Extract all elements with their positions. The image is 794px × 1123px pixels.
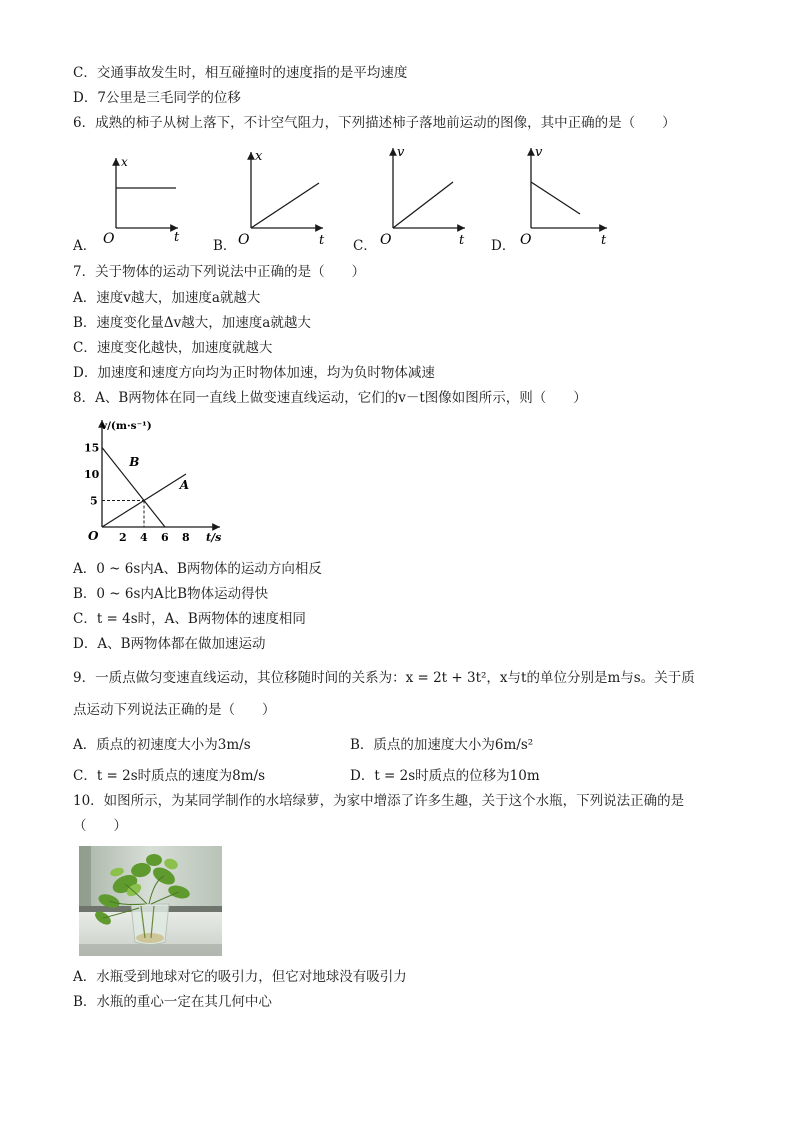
q10-option-b: B．水瓶的重心一定在其几何中心: [73, 994, 272, 1010]
q7-option-a: A．速度v越大，加速度a就越大: [73, 290, 261, 306]
q9-option-c: C．t = 2s时质点的速度为8m/s: [73, 768, 266, 784]
q6-stem: 6．成熟的柿子从树上落下，不计空气阻力，下列描述柿子落地前运动的图像，其中正确的是（ ）: [73, 115, 676, 131]
q8-vt-chart: [80, 414, 230, 549]
q10-stem: 10．如图所示，为某同学制作的水培绿萝，为家中增添了许多生趣，关于这个水瓶，下列说法正确的是: [73, 793, 685, 809]
q8-x-tick-2: 2: [119, 531, 127, 544]
q6-graph-a: [103, 155, 180, 247]
q8-option-d: D．A、B两物体都在做加速运动: [73, 636, 266, 652]
q6-c-xlabel: t: [459, 233, 465, 248]
q5-option-d: D．7公里是三毛同学的位移: [73, 90, 241, 106]
q6-c-origin: O: [380, 232, 392, 248]
q9-option-d: D．t = 2s时质点的位移为10m: [350, 768, 540, 784]
q6-graph-c: [380, 145, 465, 248]
q9-option-a: A．质点的初速度大小为3m/s: [73, 737, 251, 753]
q6-a-ylabel: x: [121, 155, 128, 169]
q7-stem: 7．关于物体的运动下列说法中正确的是（ ）: [73, 264, 366, 280]
q8-stem: 8．A、B两物体在同一直线上做变速直线运动，它们的v－t图像如图所示，则（ ）: [73, 390, 587, 406]
q6-option-a-label: A．: [73, 238, 97, 254]
q6-a-origin: O: [103, 231, 115, 247]
q6-a-xlabel: t: [174, 230, 180, 245]
q7-option-c: C．速度变化越快，加速度就越大: [73, 340, 273, 356]
q10-option-a: A．水瓶受到地球对它的吸引力，但它对地球没有吸引力: [73, 969, 407, 985]
q6-graph-b: [238, 149, 325, 248]
q7-option-b: B．速度变化量Δv越大，加速度a就越大: [73, 315, 311, 331]
pothos-vase-photo: [79, 846, 222, 956]
q8-xlabel: t/s: [206, 531, 222, 544]
q6-c-ylabel: v: [397, 145, 405, 160]
q9-stem: 9．一质点做匀变速直线运动，其位移随时间的关系为：x = 2t + 3t²，x与t的单位分别是m与s。关于质: [73, 670, 695, 686]
q8-option-c: C．t = 4s时，A、B两物体的速度相同: [73, 611, 306, 627]
q9-option-b: B．质点的加速度大小为6m/s²: [350, 737, 534, 753]
q7-option-d: D．加速度和速度方向均为正时物体加速，均为负时物体减速: [73, 365, 435, 381]
q9-stem-cont: 点运动下列说法正确的是（ ）: [73, 702, 276, 718]
q8-x-tick-4: 4: [140, 531, 148, 544]
q6-d-xlabel: t: [601, 233, 607, 248]
q8-series-label-B: B: [129, 455, 140, 470]
q6-option-b-label: B．: [213, 238, 237, 254]
q8-option-a: A．0 ~ 6s内A、B两物体的运动方向相反: [73, 561, 322, 577]
q8-y-tick-15: 15: [84, 441, 100, 455]
q8-option-b: B．0 ~ 6s内A比B物体运动得快: [73, 586, 269, 602]
q6-b-xlabel: t: [319, 233, 325, 248]
q8-y-tick-10: 10: [84, 468, 100, 481]
q6-graphs: [70, 140, 630, 255]
q8-x-tick-6: 6: [161, 531, 169, 544]
q6-d-origin: O: [520, 232, 532, 248]
q8-y-tick-5: 5: [90, 494, 98, 508]
q8-origin: O: [88, 529, 99, 543]
q10-stem-cont: （ ）: [73, 818, 127, 834]
q6-b-ylabel: x: [255, 149, 263, 164]
q8-x-tick-8: 8: [182, 531, 190, 544]
q6-d-ylabel: v: [535, 145, 543, 160]
q8-series-label-A: A: [179, 477, 190, 492]
q5-option-c: C．交通事故发生时，相互碰撞时的速度指的是平均速度: [73, 65, 408, 81]
q8-ylabel: v/(m·s⁻¹): [101, 420, 152, 432]
q6-graph-d: [520, 145, 607, 248]
q6-b-origin: O: [238, 232, 250, 248]
q6-option-d-label: D．: [491, 238, 516, 254]
q6-option-c-label: C．: [353, 238, 377, 254]
